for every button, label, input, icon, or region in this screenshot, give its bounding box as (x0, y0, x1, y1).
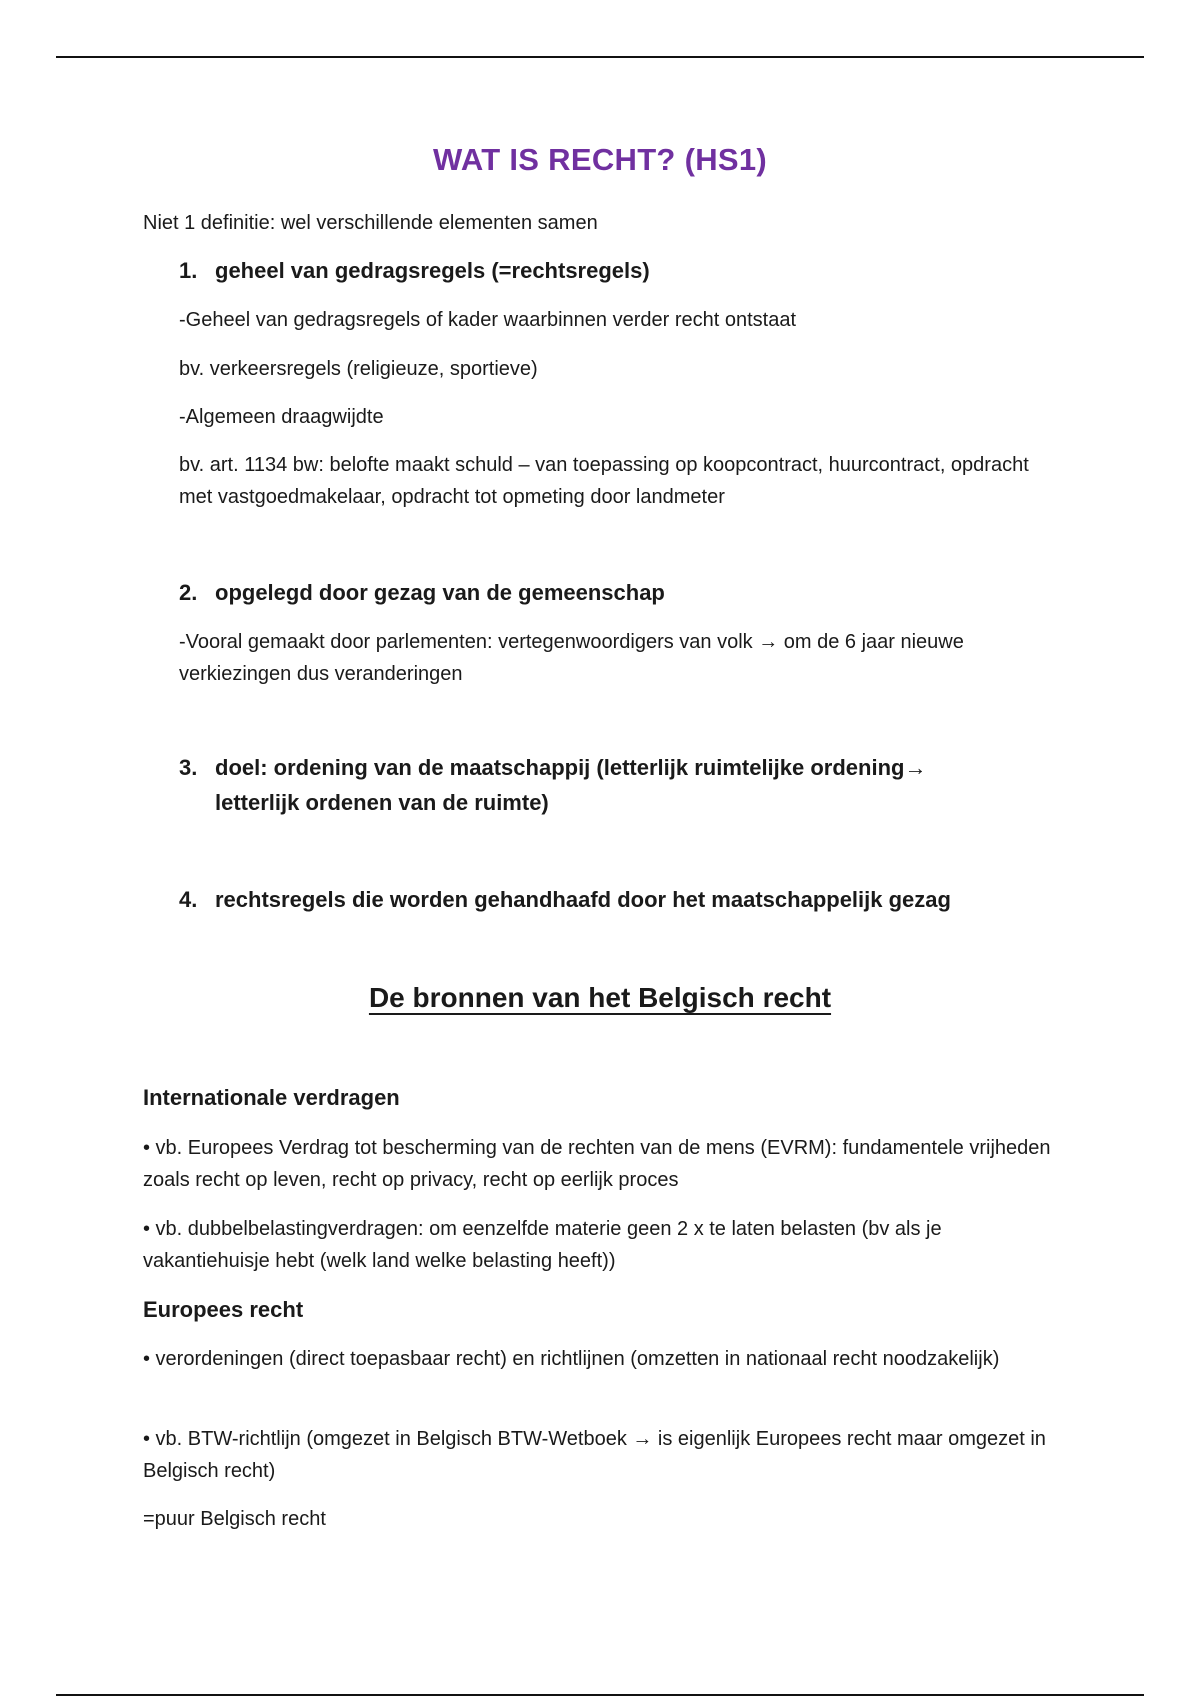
item-1-line-3: -Algemeen draagwijdte (179, 406, 384, 428)
item-2-heading (179, 575, 1079, 610)
item-3-heading (179, 750, 999, 820)
item-1-heading-text: geheel van gedragsregels (=rechtsregels) (215, 258, 650, 283)
item-3-heading-text: doel: ordening van de maatschappij (letterlijk ruimtelijke ordening→ letterlijk ordenen van de ruimte) (215, 755, 927, 815)
item-2-number: 2. (179, 580, 198, 605)
intro-text: Niet 1 definitie: wel verschillende elementen samen (143, 212, 598, 234)
item-4-number: 4. (179, 887, 198, 912)
section-title-text: De bronnen van het Belgisch recht (368, 982, 832, 1013)
international-bullet-1: • vb. Europees Verdrag tot bescherming van de rechten van de mens (EVRM): fundamentele vrijheden zoals recht op leven, recht op privacy, recht op eerlijk proces (143, 1137, 1051, 1191)
european-bullet-1: • verordeningen (direct toepasbaar recht) en richtlijnen (omzetten in nationaal recht noodzakelijk) (143, 1348, 1000, 1370)
european-note: =puur Belgisch recht (143, 1508, 326, 1530)
item-1-line-4: bv. art. 1134 bw: belofte maakt schuld – van toepassing op koopcontract, huurcontract, opdracht met vastgoedmakelaar, opdracht tot opmeting door landmeter (179, 454, 1029, 508)
item-3-number: 3. (179, 755, 198, 780)
item-4-heading (179, 882, 1079, 917)
item-4-heading-text: rechtsregels die worden gehandhaafd door het maatschappelijk gezag (215, 887, 951, 912)
page-title: WAT IS RECHT? (HS1) (432, 142, 768, 177)
header-rule (56, 56, 1144, 58)
item-1-heading (179, 253, 1079, 288)
item-1-line-1: -Geheel van gedragsregels of kader waarbinnen verder recht ontstaat (179, 309, 797, 331)
item-1-line-2: bv. verkeersregels (religieuze, sportieve) (179, 358, 538, 380)
item-2-heading-text: opgelegd door gezag van de gemeenschap (215, 580, 665, 605)
footer-rule (56, 1694, 1144, 1696)
section-title (0, 978, 1200, 1018)
item-1-number: 1. (179, 258, 198, 283)
international-heading: Internationale verdragen (143, 1085, 400, 1110)
item-2-line-1: -Vooral gemaakt door parlementen: vertegenwoordigers van volk → om de 6 jaar nieuwe verkiezingen dus veranderingen (179, 631, 964, 685)
international-bullet-2: • vb. dubbelbelastingverdragen: om eenzelfde materie geen 2 x te laten belasten (bv als je vakantiehuisje hebt (welk land welke belasting heeft)) (143, 1218, 942, 1272)
european-heading: Europees recht (143, 1297, 304, 1322)
european-bullet-2: • vb. BTW-richtlijn (omgezet in Belgisch BTW-Wetboek → is eigenlijk Europees recht maar omgezet in Belgisch recht) (143, 1428, 1046, 1482)
